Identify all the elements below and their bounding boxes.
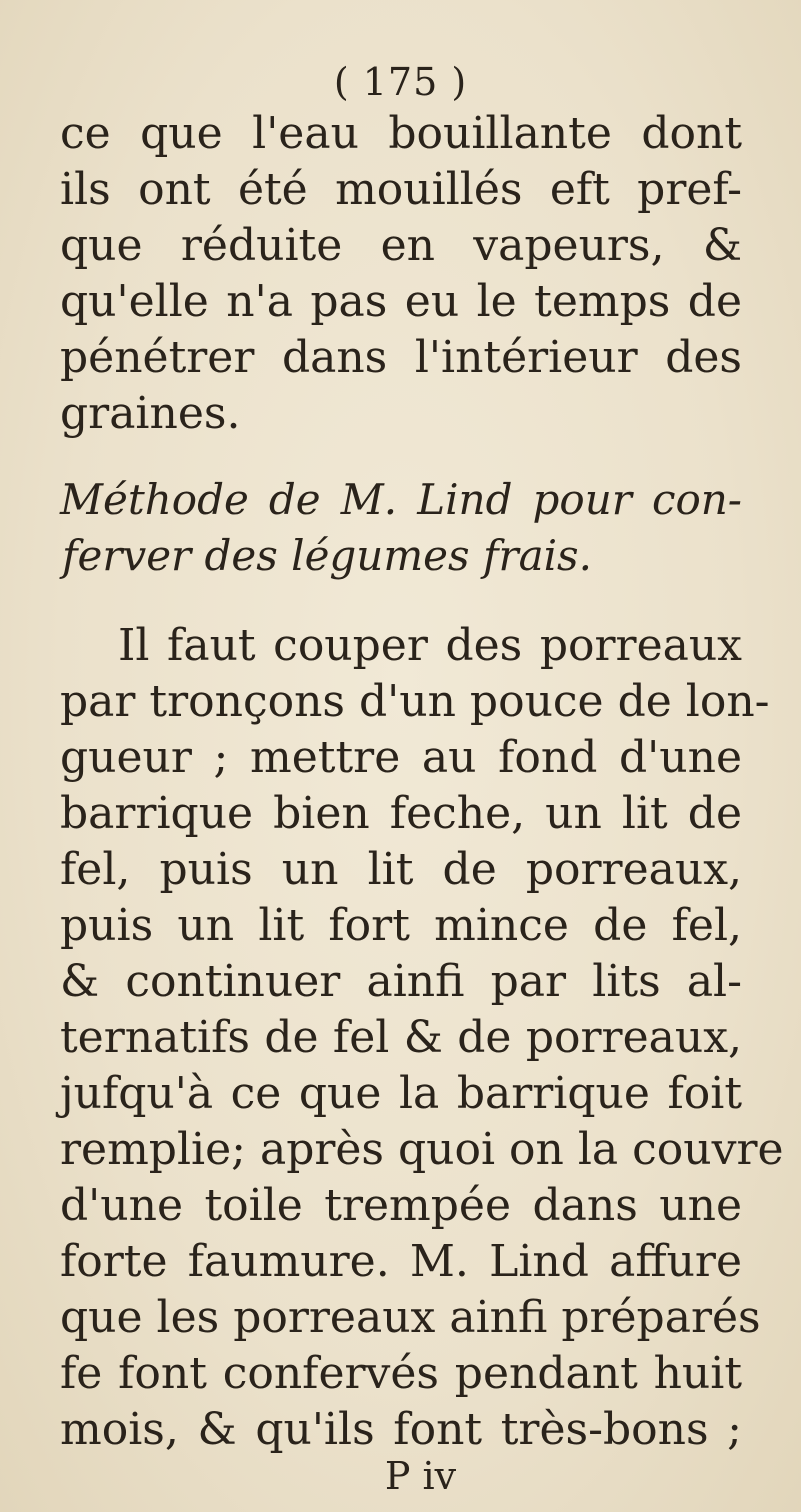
text-line: fe font confervés pendant huit [60,1348,742,1399]
text-line: pénétrer dans l'intérieur des [60,332,742,383]
page-number: ( 175 ) [333,60,468,104]
text-line: ils ont été mouillés eft pref- [60,164,742,215]
text-line: qu'elle n'a pas eu le temps de [60,276,742,327]
text-line: & continuer ainfi par lits al- [60,956,742,1007]
text-line: que réduite en vapeurs, & [60,220,742,271]
text-line: forte faumure. M. Lind affure [60,1236,742,1287]
text-line: que les porreaux ainfi préparés [60,1292,761,1343]
text-line: gueur ; mettre au fond d'une [60,732,742,783]
text-line: remplie; après quoi on la couvre [60,1124,784,1175]
text-line: par tronçons d'un pouce de lon- [60,676,770,727]
text-line: fel, puis un lit de porreaux, [60,844,742,895]
text-line: puis un lit fort mince de fel, [60,900,742,951]
text-line: graines. [60,388,241,439]
text-line: barrique bien feche, un lit de [60,788,742,839]
text-line: jufqu'à ce que la barrique foit [60,1068,742,1119]
text-line: Il faut couper des porreaux [118,620,742,671]
section-title-line: ferver des légumes frais. [62,531,592,580]
section-title-line: Méthode de M. Lind pour con- [60,475,742,524]
text-line: ternatifs de fel & de porreaux, [60,1012,742,1063]
signature-mark: P iv [384,1454,457,1498]
text-line: d'une toile trempée dans une [60,1180,742,1231]
text-line: ce que l'eau bouillante dont [60,108,742,159]
text-line: mois, & qu'ils font très-bons ; [60,1404,742,1455]
